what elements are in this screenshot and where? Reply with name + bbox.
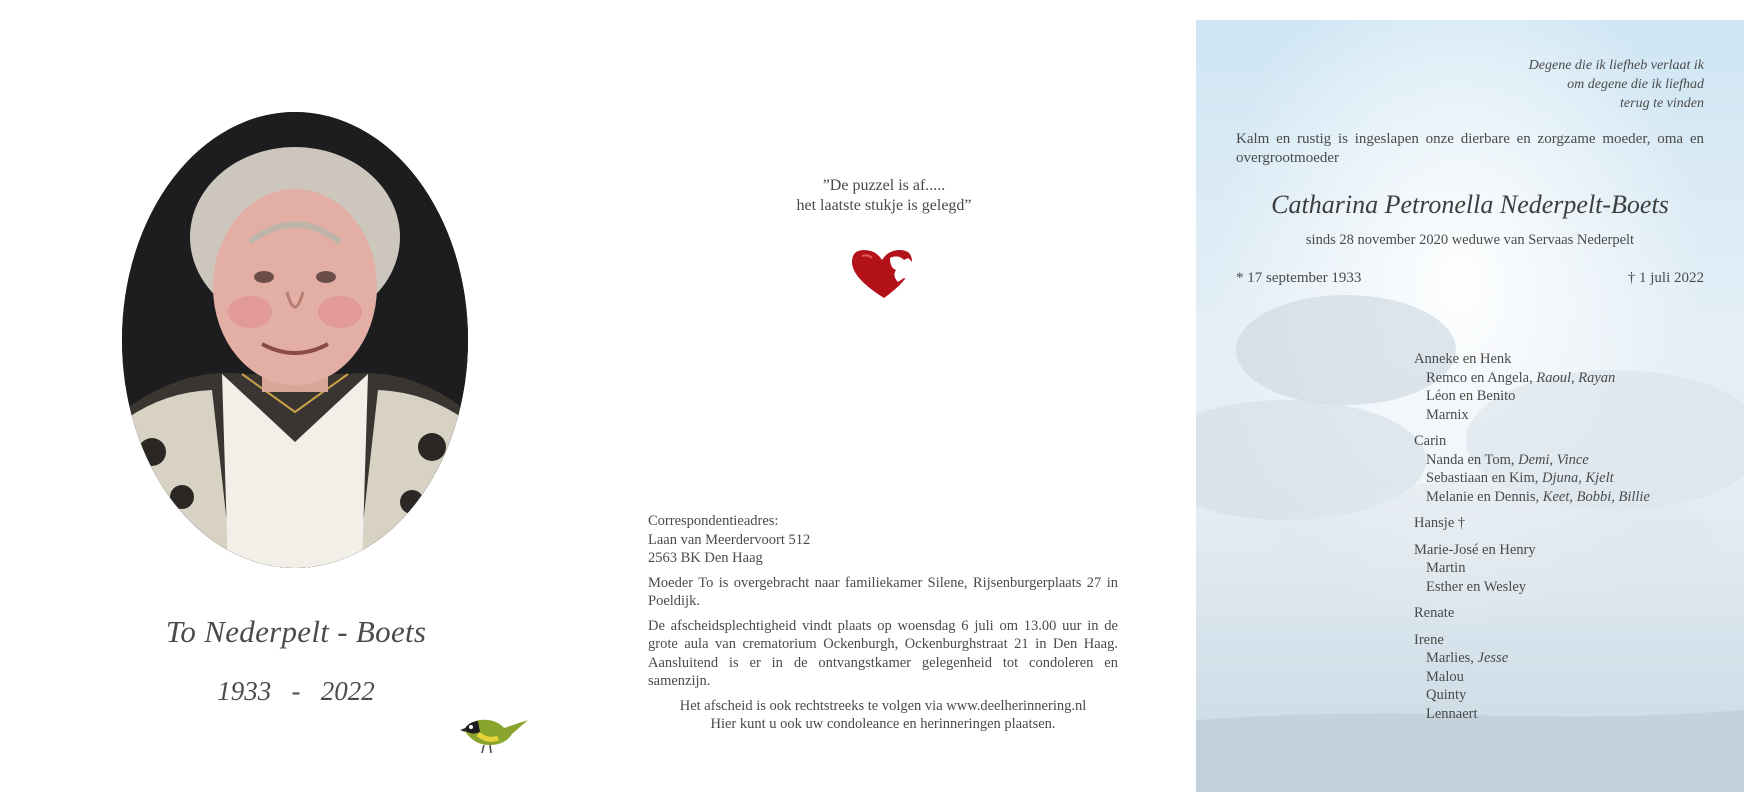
- family-group-head: Renate: [1414, 605, 1455, 621]
- family-member-names: Lennaert: [1426, 705, 1478, 722]
- deceased-full-name: Catharina Petronella Nederpelt-Boets: [1271, 190, 1669, 219]
- death-date: † 1 juli 2022: [1627, 270, 1704, 286]
- family-member-names: Melanie en Dennis,: [1426, 488, 1543, 505]
- life-years: 1933 - 2022: [217, 676, 375, 706]
- family-group-head: Irene: [1414, 631, 1444, 648]
- family-member-names: Remco en Angela,: [1426, 369, 1537, 386]
- family-member: [1414, 451, 1714, 470]
- poem-line: om degene die ik liefhad: [1567, 77, 1704, 92]
- family-group: [1414, 350, 1714, 424]
- viewing-location-text: Moeder To is overgebracht naar familiekamer Silene, Rijsenburgerplaats 27 in Poeldijk.: [648, 574, 1118, 609]
- address-label: Correspondentieadres:: [648, 513, 779, 529]
- family-member-children: Djuna, Kjelt: [1541, 470, 1614, 486]
- puzzle-heart-icon: [846, 246, 922, 302]
- family-member-names: Sebastiaan en Kim,: [1426, 470, 1542, 486]
- family-member: [1414, 705, 1714, 724]
- family-group-head: Anneke en Henk: [1414, 351, 1512, 367]
- family-member-names: Quinty: [1426, 687, 1467, 703]
- family-member: [1414, 649, 1714, 668]
- online-line: Hier kunt u ook uw condoleance en herinneringen plaatsen.: [710, 716, 1056, 732]
- deceased-name-title: To Nederpelt - Boets: [165, 614, 427, 649]
- family-group: [1414, 432, 1714, 506]
- correspondence-address: [648, 512, 1118, 568]
- quote-block: [744, 176, 1024, 216]
- family-group: [1414, 541, 1714, 597]
- family-member: [1414, 387, 1714, 406]
- family-member-names: Marlies,: [1426, 650, 1478, 666]
- family-member-names: Marnix: [1426, 406, 1469, 423]
- quote-line: ”De puzzel is af.....: [822, 177, 946, 194]
- family-member: [1414, 578, 1714, 597]
- family-member-children: Jesse: [1477, 650, 1509, 666]
- family-member-names: Léon en Benito: [1426, 388, 1516, 404]
- family-member: [1414, 559, 1714, 578]
- online-info: [648, 697, 1118, 734]
- family-member: [1414, 406, 1714, 425]
- family-list: [1414, 350, 1714, 731]
- announcement-panel: [1196, 20, 1744, 792]
- family-member: [1414, 369, 1714, 388]
- family-member-names: Martin: [1426, 560, 1466, 576]
- family-group-head: Carin: [1414, 433, 1447, 449]
- widow-line: sinds 28 november 2020 weduwe van Servaas Nederpelt: [1305, 232, 1635, 248]
- family-member-names: Nanda en Tom,: [1426, 451, 1519, 468]
- family-member-children: Raoul, Rayan: [1536, 369, 1616, 386]
- family-group-head: Hansje †: [1414, 515, 1466, 531]
- poem: [1529, 56, 1704, 113]
- family-group: [1414, 631, 1714, 724]
- family-member: [1414, 686, 1714, 705]
- poem-line: terug te vinden: [1620, 96, 1704, 111]
- family-member-names: Malou: [1426, 668, 1464, 685]
- family-group: [1414, 604, 1714, 623]
- bird-illustration: [458, 708, 530, 754]
- announcement-intro: Kalm en rustig is ingeslapen onze dierbare en zorgzame moeder, oma en overgrootmoeder: [1236, 131, 1704, 166]
- birth-date: * 17 september 1933: [1236, 270, 1362, 286]
- quote-line: het laatste stukje is gelegd”: [796, 197, 972, 214]
- family-member: [1414, 488, 1714, 507]
- family-member: [1414, 668, 1714, 687]
- family-member: [1414, 469, 1714, 488]
- portrait-photo: [122, 112, 468, 568]
- ceremony-text: De afscheidsplechtigheid vindt plaats op woensdag 6 juli om 13.00 uur in de grote aula van crematorium Ockenburgh, Ockenburghstraat 21 in Den Haag. Aansluitend is er in de ontvangstkamer gelegenheid tot condoleren en samenzijn.: [648, 617, 1118, 689]
- family-group: [1414, 514, 1714, 533]
- address-city: 2563 BK Den Haag: [648, 550, 763, 566]
- family-member-children: Keet, Bobbi, Billie: [1542, 488, 1650, 505]
- ceremony-info: [648, 512, 1118, 734]
- poem-line: Degene die ik liefheb verlaat ik: [1528, 58, 1704, 73]
- family-member-names: Esther en Wesley: [1426, 578, 1527, 595]
- family-member-children: Demi, Vince: [1518, 451, 1589, 468]
- family-group-head: Marie-José en Henry: [1414, 541, 1536, 558]
- online-line: Het afscheid is ook rechtstreeks te volgen via www.deelherinnering.nl: [679, 697, 1087, 714]
- address-street: Laan van Meerdervoort 512: [648, 531, 811, 548]
